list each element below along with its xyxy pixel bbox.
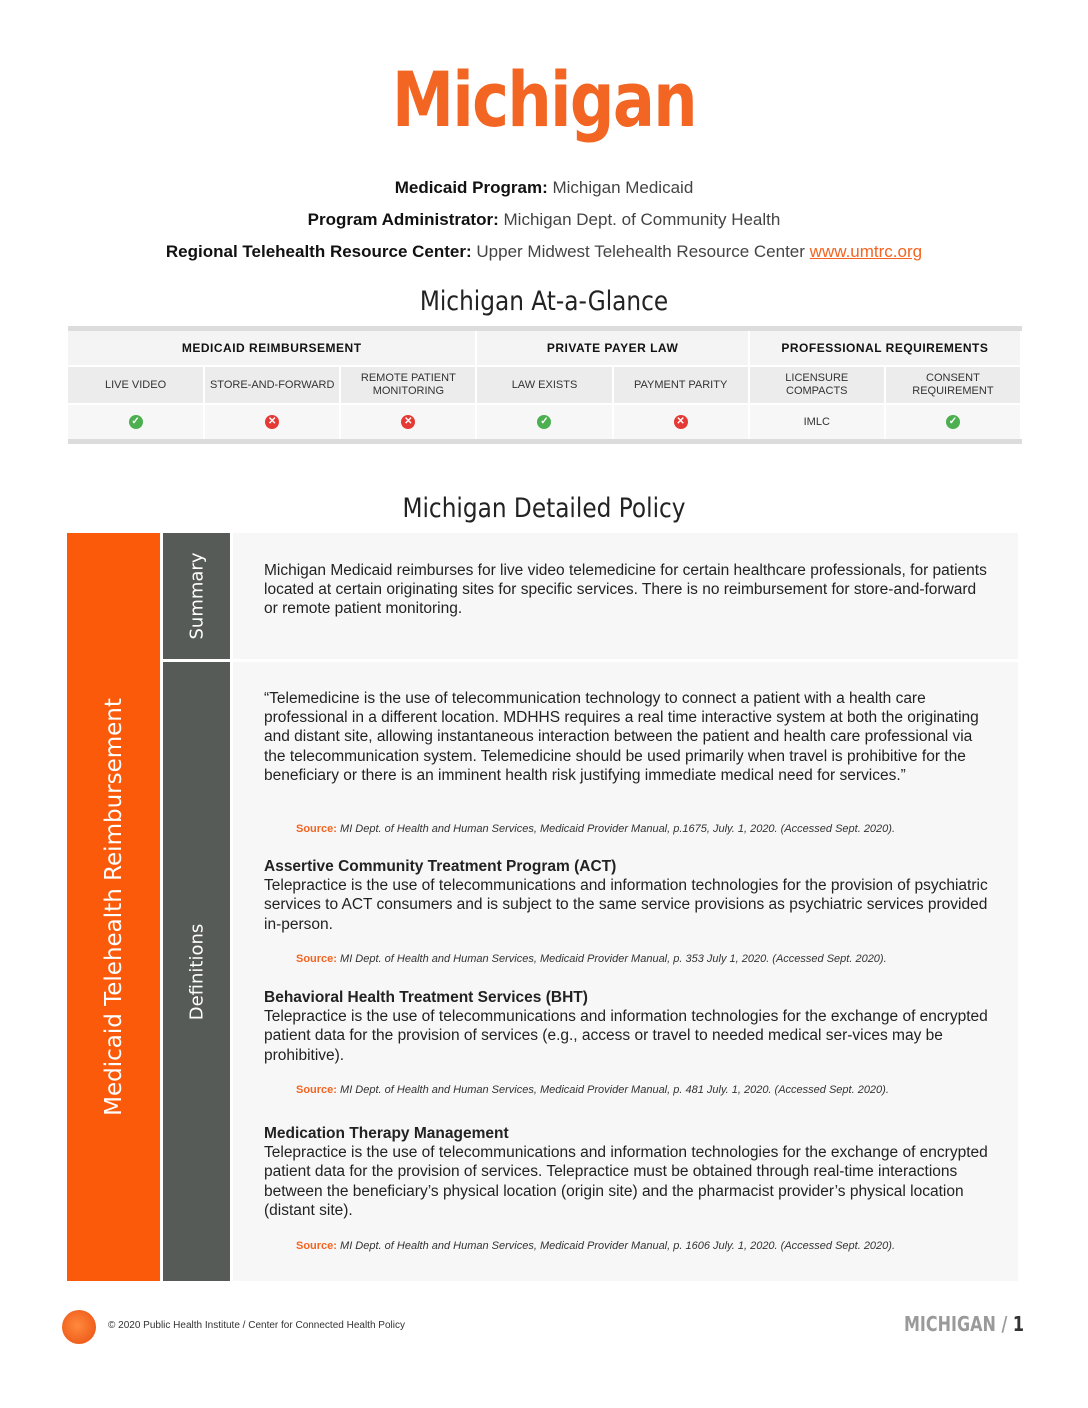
- source-text: MI Dept. of Health and Human Services, Medicaid Provider Manual, p. 1606 July. 1, 2020. (Accessed Sept. 2020).: [340, 1240, 896, 1252]
- medicaid-program-label: Medicaid Program:: [394, 178, 548, 197]
- program-administrator-value: Michigan Dept. of Community Health: [503, 210, 781, 229]
- definition-mtm-title: Medication Therapy Management: [264, 1125, 509, 1142]
- consent-requirement-value: [885, 404, 1021, 439]
- detailed-policy-heading: Michigan Detailed Policy: [402, 493, 686, 524]
- program-administrator-label: Program Administrator:: [307, 210, 499, 229]
- x-icon: ✕: [674, 415, 688, 429]
- definitions-label: Definitions: [186, 923, 207, 1020]
- source-label: Source:: [296, 953, 337, 965]
- source-text: MI Dept. of Health and Human Services, Medicaid Provider Manual, p. 353 July 1, 2020. (Accessed Sept. 2020).: [340, 953, 887, 965]
- definition-telemedicine-source: [296, 823, 996, 835]
- rtrc-value: Upper Midwest Telehealth Resource Center: [476, 242, 805, 261]
- licensure-compacts-value: IMLC: [749, 404, 885, 439]
- page-state: MICHIGAN /: [904, 1312, 1008, 1336]
- live-video-value: [68, 404, 204, 439]
- col-store-and-forward: STORE-AND-FORWARD: [204, 366, 340, 404]
- source-label: Source:: [296, 823, 337, 835]
- source-text: MI Dept. of Health and Human Services, Medicaid Provider Manual, p. 481 July. 1, 2020. (Accessed Sept. 2020).: [340, 1084, 889, 1096]
- definition-bht-source: [296, 1084, 996, 1096]
- source-label: Source:: [296, 1240, 337, 1252]
- source-text: MI Dept. of Health and Human Services, Medicaid Provider Manual, p.1675, July. 1, 2020. (Accessed Sept. 2020).: [340, 823, 896, 835]
- check-icon: ✓: [946, 415, 960, 429]
- check-icon: ✓: [537, 415, 551, 429]
- rtrc-label: Regional Telehealth Resource Center:: [165, 242, 472, 261]
- source-label: Source:: [296, 1084, 337, 1096]
- x-icon: ✕: [265, 415, 279, 429]
- glance-table: [68, 326, 1022, 444]
- remote-patient-monitoring-value: [340, 404, 476, 439]
- definition-act: [264, 857, 994, 934]
- payment-parity-value: [613, 404, 749, 439]
- col-licensure-compacts: LICENSURE COMPACTS: [749, 366, 885, 404]
- col-law-exists: LAW EXISTS: [476, 366, 612, 404]
- check-icon: ✓: [129, 415, 143, 429]
- definition-bht: [264, 988, 994, 1065]
- definitions-bar: [163, 662, 230, 1281]
- definition-mtm: [264, 1124, 994, 1220]
- side-label: Medicaid Telehealth Reimbursement: [100, 698, 127, 1116]
- rtrc-line: [0, 242, 1088, 262]
- group-private-payer-law: PRIVATE PAYER LAW: [476, 331, 748, 366]
- law-exists-value: [476, 404, 612, 439]
- medicaid-program-line: [0, 178, 1088, 198]
- definition-bht-title: Behavioral Health Treatment Services (BHT): [264, 989, 588, 1006]
- col-consent-requirement: CONSENT REQUIREMENT: [885, 366, 1021, 404]
- summary-label: Summary: [186, 552, 207, 640]
- rtrc-link[interactable]: www.umtrc.org: [809, 242, 923, 261]
- page-title: Michigan: [392, 55, 696, 144]
- footer-copyright: © 2020 Public Health Institute / Center for Connected Health Policy: [108, 1320, 405, 1331]
- definition-bht-text: Telepractice is the use of telecommunications and information technologies for the exchange of encrypted patient data for the provision of services (e.g., access or travel to needed medical ser-vices may be prohibitive).: [264, 1008, 988, 1064]
- group-professional-requirements: PROFESSIONAL REQUIREMENTS: [749, 331, 1021, 366]
- col-live-video: LIVE VIDEO: [68, 366, 204, 404]
- cchp-logo-icon: [62, 1310, 96, 1344]
- page-number-value: 1: [1012, 1312, 1024, 1336]
- definition-telemedicine-text: “Telemedicine is the use of telecommunication technology to connect a patient with a health care professional in a different location. MDHHS requires a real time interactive system at both the originating and distant site, allowing instantaneous interaction between the patient and health care professional via the telecommunication system. Telemedicine should be used primarily when travel is prohibitive for the beneficiary or there is an imminent health risk justifying immediate medical need for services.”: [264, 690, 979, 784]
- medicaid-telehealth-reimbursement-bar: [67, 533, 160, 1281]
- summary-bar: [163, 533, 230, 659]
- definition-act-text: Telepractice is the use of telecommunications and information technologies for the provision of psychiatric services to ACT consumers and is subject to the same service provisions as psychiatric services provided in-person.: [264, 877, 988, 933]
- definition-mtm-text: Telepractice is the use of telecommunications and information technologies for the exchange of encrypted patient data for the provision of services. Telepractice must be obtained through real-time interactions between the beneficiary’s physical location (origin site) and the pharmacist provider’s physical location (distant site).: [264, 1144, 988, 1219]
- medicaid-program-value: Michigan Medicaid: [552, 178, 694, 197]
- col-remote-patient-monitoring: REMOTE PATIENT MONITORING: [340, 366, 476, 404]
- definition-mtm-source: [296, 1240, 996, 1252]
- col-payment-parity: PAYMENT PARITY: [613, 366, 749, 404]
- program-administrator-line: [0, 210, 1088, 230]
- page-number: [904, 1312, 1024, 1336]
- definition-act-title: Assertive Community Treatment Program (ACT): [264, 858, 617, 875]
- summary-text: Michigan Medicaid reimburses for live video telemedicine for certain healthcare professionals, for patients located at certain originating sites for specific services. There is no reimbursement for store-and-forward or remote patient monitoring.: [264, 562, 987, 618]
- glance-heading: Michigan At-a-Glance: [419, 286, 669, 317]
- store-and-forward-value: [204, 404, 340, 439]
- definition-act-source: [296, 953, 996, 965]
- x-icon: ✕: [401, 415, 415, 429]
- group-medicaid-reimbursement: MEDICAID REIMBURSEMENT: [68, 331, 476, 366]
